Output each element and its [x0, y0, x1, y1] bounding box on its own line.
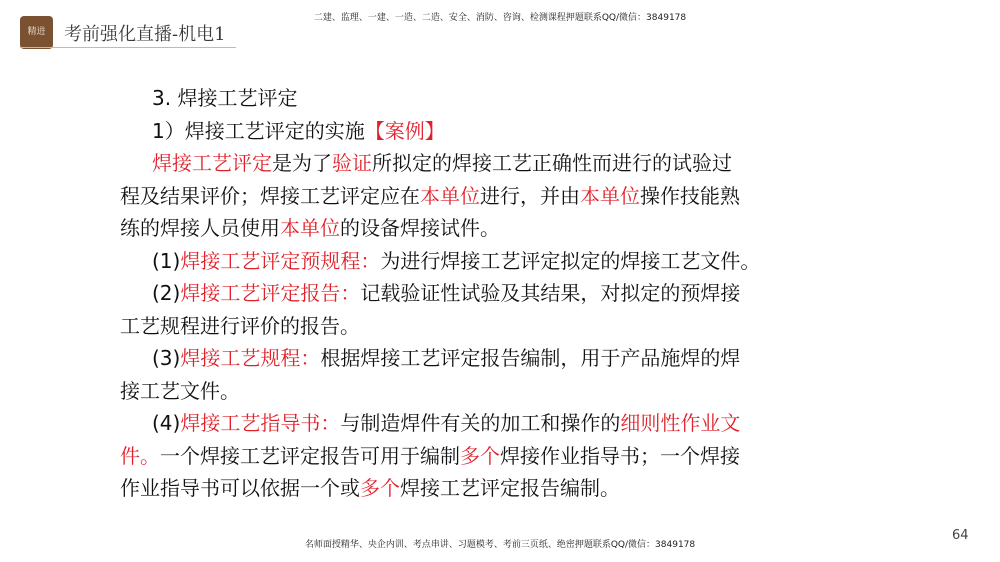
- page-number: 64: [952, 528, 969, 543]
- section-heading: 3. 焊接工艺评定: [152, 86, 298, 110]
- highlight-term: 焊接工艺评定: [152, 151, 272, 175]
- sub-heading: [120, 115, 820, 148]
- definition-text: 根据焊接工艺评定报告编制，用于产品施焊的焊: [320, 346, 741, 370]
- definition-item-4-cont: [120, 472, 820, 505]
- text-run: 作业指导书可以依据一个或: [120, 476, 360, 500]
- text-run: 进行，并由: [480, 183, 580, 208]
- case-tag: 【案例】: [364, 118, 445, 143]
- text-run: 焊接作业指导书；一个焊接: [500, 443, 740, 468]
- text-run: 练的焊接人员使用: [120, 216, 280, 240]
- highlight-term: 多个: [460, 443, 500, 468]
- item-number: (4): [152, 411, 181, 435]
- bottom-contact-note: 名师面授精华、央企内训、考点串讲、习题模考、考前三页纸、绝密押题联系QQ/微信：3849178: [304, 540, 696, 550]
- top-contact-note: 二建、监理、一建、一造、二造、安全、消防、咨询、检测课程押题联系QQ/微信：3849178: [313, 13, 687, 23]
- text-run: 程及结果评价；焊接工艺评定应在: [120, 183, 420, 208]
- definition-item-4-cont: [120, 440, 820, 473]
- brand-logo: 精进: [20, 16, 53, 49]
- definition-term: 焊接工艺指导书：: [180, 411, 341, 435]
- sub-heading-text: 1）焊接工艺评定的实施: [152, 118, 365, 143]
- definition-item-3-cont: 接工艺文件。: [120, 378, 240, 403]
- definition-text: 记载验证性试验及其结果，对拟定的预焊接: [360, 281, 741, 305]
- item-number: (1): [152, 248, 181, 273]
- slide-content: [120, 82, 820, 505]
- paragraph-line: [120, 212, 820, 245]
- header-divider: [20, 47, 236, 48]
- text-run: 是为了: [272, 151, 332, 175]
- definition-item-2-cont: 工艺规程进行评价的报告。: [120, 313, 360, 338]
- highlight-term: 本单位: [580, 183, 640, 208]
- course-title: 考前强化直播-机电1: [64, 24, 226, 45]
- definition-item-4: [120, 407, 820, 440]
- definition-item-3: [120, 342, 820, 375]
- highlight-term: 件。: [120, 443, 160, 468]
- item-number: (2): [152, 281, 181, 305]
- paragraph-line: [120, 147, 820, 180]
- definition-text: 与制造焊件有关的加工和操作的: [340, 411, 621, 435]
- text-run: 焊接工艺评定报告编制。: [400, 476, 620, 500]
- highlight-term: 细则性作业文: [620, 411, 741, 435]
- definition-item-1: [120, 245, 820, 278]
- definition-item-2: [120, 277, 820, 310]
- text-run: 操作技能熟: [640, 183, 740, 208]
- definition-term: 焊接工艺规程：: [180, 346, 321, 370]
- highlight-term: 多个: [360, 476, 400, 500]
- item-number: (3): [152, 346, 181, 370]
- definition-term: 焊接工艺评定报告：: [180, 281, 361, 305]
- highlight-term: 本单位: [420, 183, 480, 208]
- highlight-term: 本单位: [280, 216, 340, 240]
- text-run: 所拟定的焊接工艺正确性而进行的试验过: [372, 151, 732, 175]
- definition-text: 为进行焊接工艺评定拟定的焊接工艺文件。: [380, 248, 761, 273]
- text-run: 的设备焊接试件。: [340, 216, 500, 240]
- definition-term: 焊接工艺评定预规程：: [180, 248, 381, 273]
- paragraph-line: [120, 180, 820, 213]
- highlight-term: 验证: [332, 151, 372, 175]
- text-run: 一个焊接工艺评定报告可用于编制: [160, 443, 460, 468]
